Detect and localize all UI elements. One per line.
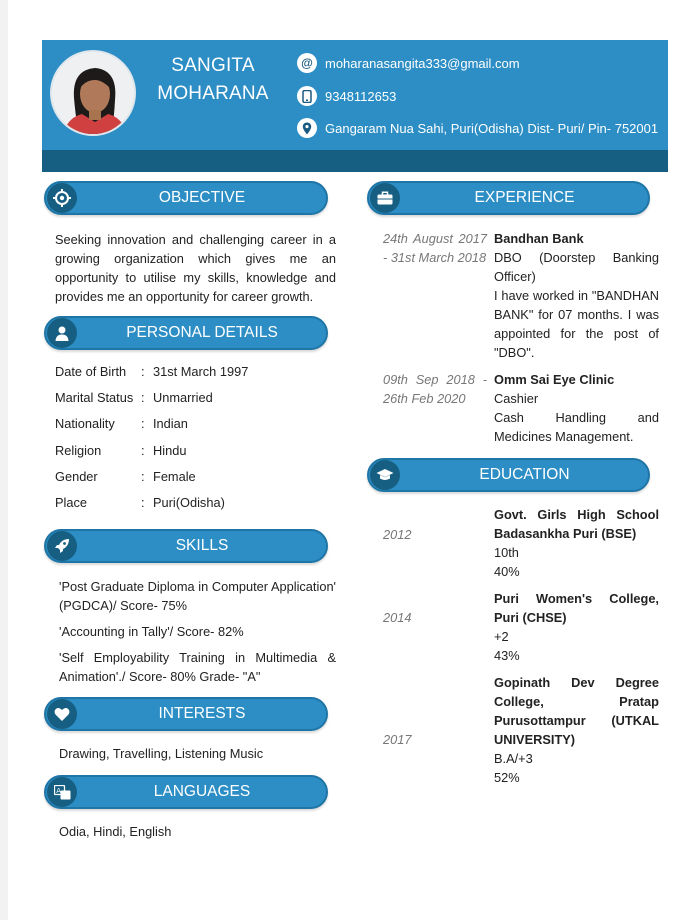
education-score: 52% <box>494 770 520 785</box>
personal-details-title: PERSONAL DETAILS <box>126 324 278 341</box>
detail-colon: : <box>141 390 145 405</box>
experience-desc: I have worked in "BANDHAN BANK" for 07 months. I was appointed for the post of "DBO". <box>494 288 659 360</box>
detail-row-religion <box>55 443 186 463</box>
experience-entry <box>494 229 659 362</box>
language-icon <box>47 777 77 807</box>
target-icon <box>47 183 77 213</box>
detail-colon: : <box>141 416 145 431</box>
svg-text:A: A <box>55 786 61 795</box>
skills-title: SKILLS <box>175 537 229 554</box>
detail-label: Nationality <box>55 416 115 431</box>
graduation-cap-icon <box>370 460 400 490</box>
detail-value: Puri(Odisha) <box>153 495 225 510</box>
interests-heading <box>44 697 328 731</box>
education-institution: Puri Women's College, Puri (CHSE) <box>494 591 659 625</box>
languages-text: Odia, Hindi, English <box>59 824 172 839</box>
rocket-icon <box>47 531 77 561</box>
education-institution: Gopinath Dev Degree College, Pratap Purusottampur (UTKAL UNIVERSITY) <box>494 675 659 747</box>
interests-title: INTERESTS <box>158 705 246 722</box>
address-text: Gangaram Nua Sahi, Puri(Odisha) Dist- Puri/ Pin- 752001 <box>325 120 659 136</box>
education-heading <box>367 458 650 492</box>
address-row <box>297 117 658 139</box>
heart-icon <box>47 699 77 729</box>
experience-org: Omm Sai Eye Clinic <box>494 372 615 387</box>
education-year: 2017 <box>383 732 412 747</box>
detail-row-place <box>55 495 225 515</box>
detail-row-gender <box>55 469 196 489</box>
detail-value: 31st March 1997 <box>153 364 249 379</box>
experience-role: DBO (Doorstep Banking Officer) <box>494 250 659 284</box>
location-pin-icon <box>297 118 317 138</box>
education-score: 40% <box>494 564 520 579</box>
detail-value: Unmarried <box>153 390 213 405</box>
detail-label: Marital Status <box>55 390 134 405</box>
first-name: SANGITA <box>171 55 255 76</box>
education-entry <box>494 589 659 665</box>
detail-colon: : <box>141 364 145 379</box>
languages-title: LANGUAGES <box>153 783 251 800</box>
detail-value: Indian <box>153 416 188 431</box>
education-entry <box>494 505 659 581</box>
at-icon: @ <box>297 53 317 73</box>
skill-item: 'Post Graduate Diploma in Computer Application' (PGDCA)/ Score- 75% <box>59 579 336 613</box>
detail-colon: : <box>141 443 145 458</box>
objective-heading <box>44 181 328 215</box>
experience-org: Bandhan Bank <box>494 231 584 246</box>
detail-colon: : <box>141 495 145 510</box>
education-course: B.A/+3 <box>494 751 533 766</box>
experience-date: 24th August 2017 - 31st March 2018 <box>383 231 487 265</box>
experience-title: EXPERIENCE <box>474 189 575 206</box>
education-institution: Govt. Girls High School Badasankha Puri (BSE) <box>494 507 659 541</box>
detail-row-dob <box>55 364 248 384</box>
phone-icon <box>297 86 317 106</box>
experience-heading <box>367 181 650 215</box>
experience-desc: Cash Handling and Medicines Management. <box>494 410 659 444</box>
detail-colon: : <box>141 469 145 484</box>
detail-label: Date of Birth <box>55 364 127 379</box>
detail-value: Hindu <box>153 443 187 458</box>
education-title: EDUCATION <box>479 466 570 483</box>
candidate-name <box>146 52 280 108</box>
education-entry <box>494 673 659 787</box>
email-text[interactable]: moharanasangita333@gmail.com <box>325 55 520 71</box>
education-score: 43% <box>494 648 520 663</box>
detail-row-nationality <box>55 416 188 436</box>
briefcase-icon <box>370 183 400 213</box>
detail-label: Gender <box>55 469 98 484</box>
page-margin <box>0 0 8 920</box>
detail-label: Place <box>55 495 88 510</box>
phone-text[interactable]: 9348112653 <box>325 88 397 104</box>
education-course: 10th <box>494 545 519 560</box>
email-row <box>297 52 520 74</box>
interests-text: Drawing, Travelling, Listening Music <box>59 746 264 761</box>
person-icon <box>47 318 77 348</box>
education-year: 2014 <box>383 610 412 625</box>
last-name: MOHARANA <box>157 83 269 104</box>
experience-role: Cashier <box>494 391 539 406</box>
phone-row <box>297 85 396 107</box>
header-band <box>42 150 668 172</box>
languages-heading <box>44 775 328 809</box>
detail-label: Religion <box>55 443 102 458</box>
detail-row-marital-status <box>55 390 213 410</box>
skill-item: 'Accounting in Tally'/ Score- 82% <box>59 624 244 639</box>
profile-photo <box>50 50 136 136</box>
skills-heading <box>44 529 328 563</box>
education-year: 2012 <box>383 527 412 542</box>
objective-text: Seeking innovation and challenging career in a growing organization which gives me an opportunity to utilise my skills, knowledge and provides me an opportunity for career growth. <box>55 232 336 304</box>
objective-title: OBJECTIVE <box>158 189 246 206</box>
education-course: +2 <box>494 629 509 644</box>
experience-date: 09th Sep 2018 - 26th Feb 2020 <box>383 372 487 406</box>
personal-details-heading <box>44 316 328 350</box>
skill-item: 'Self Employability Training in Multimedia & Animation'./ Score- 80% Grade- "A" <box>59 650 336 684</box>
experience-entry <box>494 370 659 446</box>
detail-value: Female <box>153 469 196 484</box>
